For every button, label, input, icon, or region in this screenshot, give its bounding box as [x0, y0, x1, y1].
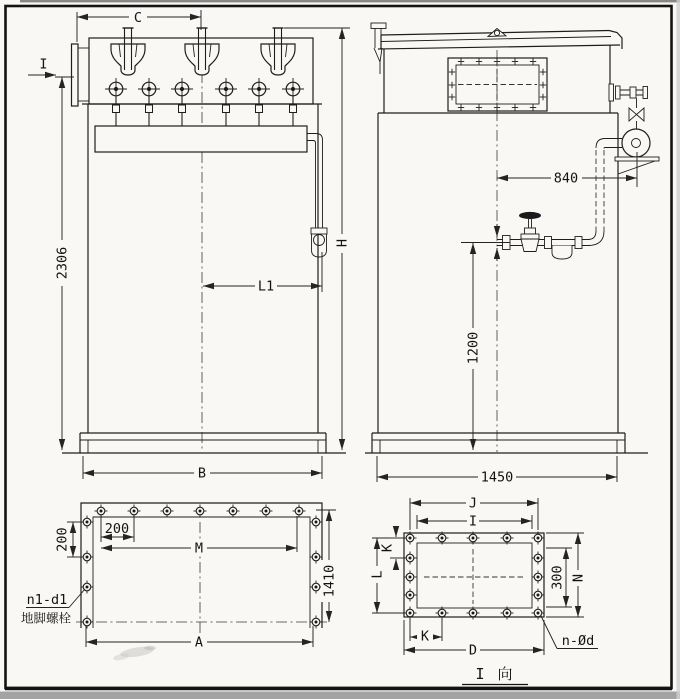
dim-1450-label: 1450	[480, 469, 514, 486]
dim-j-label: J	[468, 495, 478, 512]
dim-k-top-label: K	[379, 543, 396, 553]
dim-200v-label: 200	[54, 527, 71, 552]
anchor-bolt-name-label: 地脚螺栓	[20, 610, 72, 626]
dim-h-label: H	[334, 238, 351, 248]
dim-d-label: D	[468, 642, 478, 659]
hole-callout-label: n-Ød	[561, 633, 595, 649]
dim-i-label: I	[468, 513, 478, 530]
view-i-marker-label: I	[39, 56, 48, 73]
dim-n-label: N	[570, 573, 587, 583]
air-manifold	[95, 126, 307, 152]
dim-l-label: L	[369, 570, 386, 579]
dim-m-label: M	[194, 540, 204, 557]
photo-edge-bottom	[0, 692, 680, 699]
dim-200h-label: 200	[104, 521, 130, 537]
dim-300-label: 300	[549, 565, 566, 590]
dim-1410-label: 1410	[321, 564, 338, 598]
anchor-bolt-spec-label: n1-d1	[26, 592, 68, 608]
dim-b-label: B	[197, 465, 207, 482]
dim-k-bottom-label: K	[420, 628, 430, 645]
view-title-label: I 向	[475, 665, 515, 683]
photo-edge-right	[677, 0, 680, 699]
dim-a-label: A	[194, 634, 204, 651]
dim-1200-label: 1200	[465, 331, 482, 365]
dim-l1-label: L1	[257, 278, 275, 295]
photo-edge-top	[20, 0, 680, 2]
dim-840-label: 840	[553, 170, 579, 187]
dim-2306-label: 2306	[54, 246, 71, 280]
dim-c-label: C	[133, 10, 143, 26]
